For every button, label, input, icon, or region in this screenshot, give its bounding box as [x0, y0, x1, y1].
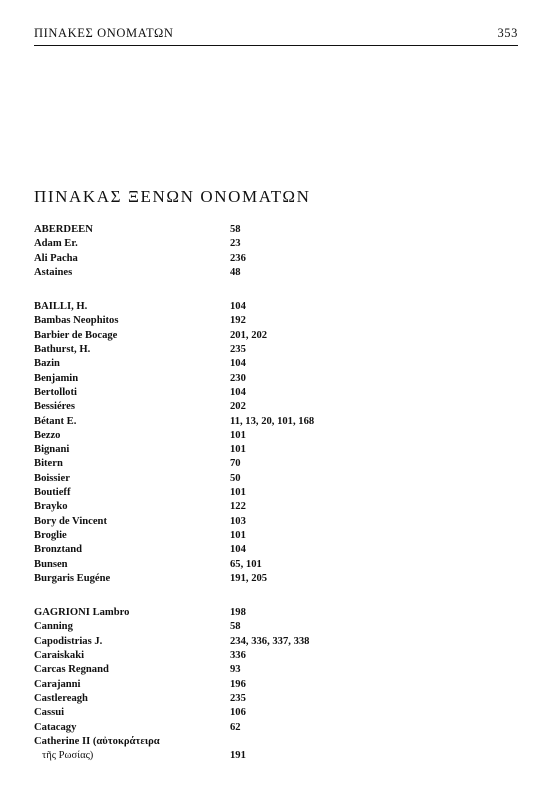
index-entry	[34, 721, 494, 735]
index-entry	[34, 329, 494, 343]
entry-pages: 104	[230, 544, 246, 556]
index-entry	[34, 457, 494, 471]
entry-name: Canning	[34, 621, 73, 633]
index-entry	[34, 300, 494, 314]
entry-pages: 58	[230, 621, 241, 633]
entry-name: Carajanni	[34, 678, 81, 690]
section-title: ΠΙΝΑΚΑΣ ΞΕΝΩΝ ΟΝΟΜΑΤΩΝ	[34, 187, 311, 207]
entry-name: Benjamin	[34, 372, 79, 384]
index-entry	[34, 486, 494, 500]
index-entry	[34, 237, 494, 251]
index-entry	[34, 735, 494, 749]
entry-name: Capodistrias J.	[34, 635, 103, 647]
entry-name: Bitern	[34, 458, 63, 470]
entry-pages: 230	[230, 372, 246, 384]
index-group	[34, 606, 494, 763]
index-entry	[34, 663, 494, 677]
entry-pages: 202	[230, 401, 246, 413]
running-header-title: ΠΙΝΑΚΕΣ ΟΝΟΜΑΤΩΝ	[34, 26, 174, 40]
entry-pages: 235	[230, 692, 246, 704]
index-entry	[34, 223, 494, 237]
entry-pages: 104	[230, 358, 246, 370]
index-entry	[34, 649, 494, 663]
entry-pages: 58	[230, 224, 241, 235]
index-entry	[34, 266, 494, 280]
entry-pages: 23	[230, 238, 241, 250]
index-entry	[34, 558, 494, 572]
entry-name: Ali Pacha	[34, 252, 78, 264]
index-entry	[34, 415, 494, 429]
index-group	[34, 223, 494, 280]
entry-pages: 62	[230, 721, 241, 733]
entry-pages: 101	[230, 487, 246, 499]
index-entry	[34, 749, 494, 763]
index-entry	[34, 529, 494, 543]
entry-name: Adam Er.	[34, 238, 78, 250]
index-entry	[34, 620, 494, 634]
index-group	[34, 300, 494, 586]
index-entry	[34, 692, 494, 706]
entry-name: Barbier de Bocage	[34, 329, 118, 341]
entry-pages: 191, 205	[230, 572, 268, 584]
index-entry	[34, 443, 494, 457]
entry-name: Burgaris Eugéne	[34, 572, 111, 584]
entry-name: Bignani	[34, 444, 70, 456]
entry-pages: 236	[230, 252, 246, 264]
entry-name: Brayko	[34, 501, 68, 513]
entry-name: Bunsen	[34, 558, 68, 570]
entry-name: Boutieff	[34, 487, 71, 499]
entry-pages: 192	[230, 315, 246, 327]
entry-pages: 198	[230, 607, 246, 619]
entry-name: Boissier	[34, 472, 70, 484]
index-entry	[34, 357, 494, 371]
page-number: 353	[497, 26, 518, 40]
entry-name: Cassui	[34, 707, 65, 719]
entry-pages: 101	[230, 529, 246, 541]
index-entry	[34, 706, 494, 720]
entry-pages: 65, 101	[230, 558, 262, 570]
index-entry	[34, 635, 494, 649]
index-entry	[34, 472, 494, 486]
index-entry	[34, 572, 494, 586]
index-entry	[34, 606, 494, 620]
index-entry	[34, 400, 494, 414]
index-entry	[34, 429, 494, 443]
entry-pages: 201, 202	[230, 329, 268, 341]
entry-pages: 103	[230, 515, 246, 527]
entry-pages: 191	[230, 750, 246, 762]
entry-pages: 93	[230, 664, 241, 676]
entry-name: Caraiskaki	[34, 650, 85, 662]
entry-name: Bétant E.	[34, 415, 77, 427]
entry-name: Catacagy	[34, 721, 77, 733]
entry-pages: 104	[230, 386, 246, 398]
entry-pages: 70	[230, 458, 241, 470]
name-index	[34, 223, 494, 763]
entry-pages: 196	[230, 678, 246, 690]
entry-pages: 106	[230, 707, 246, 719]
entry-name: Catherine II (αὐτοκράτειρα	[34, 735, 160, 747]
entry-name: BAILLI, H.	[34, 301, 88, 313]
entry-pages: 101	[230, 429, 246, 441]
entry-name: GAGRIONI Lambro	[34, 607, 130, 619]
entry-name: Broglie	[34, 529, 67, 541]
entry-name: Bezzo	[34, 429, 61, 441]
entry-name: Bertolloti	[34, 386, 77, 398]
index-entry	[34, 343, 494, 357]
entry-pages: 48	[230, 266, 241, 278]
index-entry	[34, 386, 494, 400]
entry-name: Bambas Neophitos	[34, 315, 119, 327]
entry-name: τῆς Ρωσίας)	[42, 750, 94, 762]
entry-pages: 122	[230, 501, 246, 513]
entry-name: Carcas Regnand	[34, 664, 109, 676]
entry-pages: 50	[230, 472, 241, 484]
header-rule	[34, 45, 518, 46]
entry-pages: 234, 336, 337, 338	[230, 635, 310, 647]
index-entry	[34, 678, 494, 692]
entry-name: Bory de Vincent	[34, 515, 107, 527]
index-entry	[34, 500, 494, 514]
entry-pages: 235	[230, 344, 246, 356]
entry-name: Castlereagh	[34, 692, 88, 704]
entry-name: Bazin	[34, 358, 60, 370]
entry-name: Astaines	[34, 266, 73, 278]
running-header	[34, 26, 518, 44]
index-entry	[34, 314, 494, 328]
index-entry	[34, 515, 494, 529]
entry-pages: 101	[230, 444, 246, 456]
entry-pages: 336	[230, 650, 246, 662]
index-entry	[34, 372, 494, 386]
entry-pages: 104	[230, 301, 246, 313]
entry-name: ABERDEEN	[34, 224, 93, 235]
index-entry	[34, 543, 494, 557]
entry-name: Bathurst, H.	[34, 344, 91, 356]
entry-name: Bronztand	[34, 544, 83, 556]
entry-name: Bessiéres	[34, 401, 75, 413]
index-entry	[34, 252, 494, 266]
entry-pages: 11, 13, 20, 101, 168	[230, 415, 315, 427]
